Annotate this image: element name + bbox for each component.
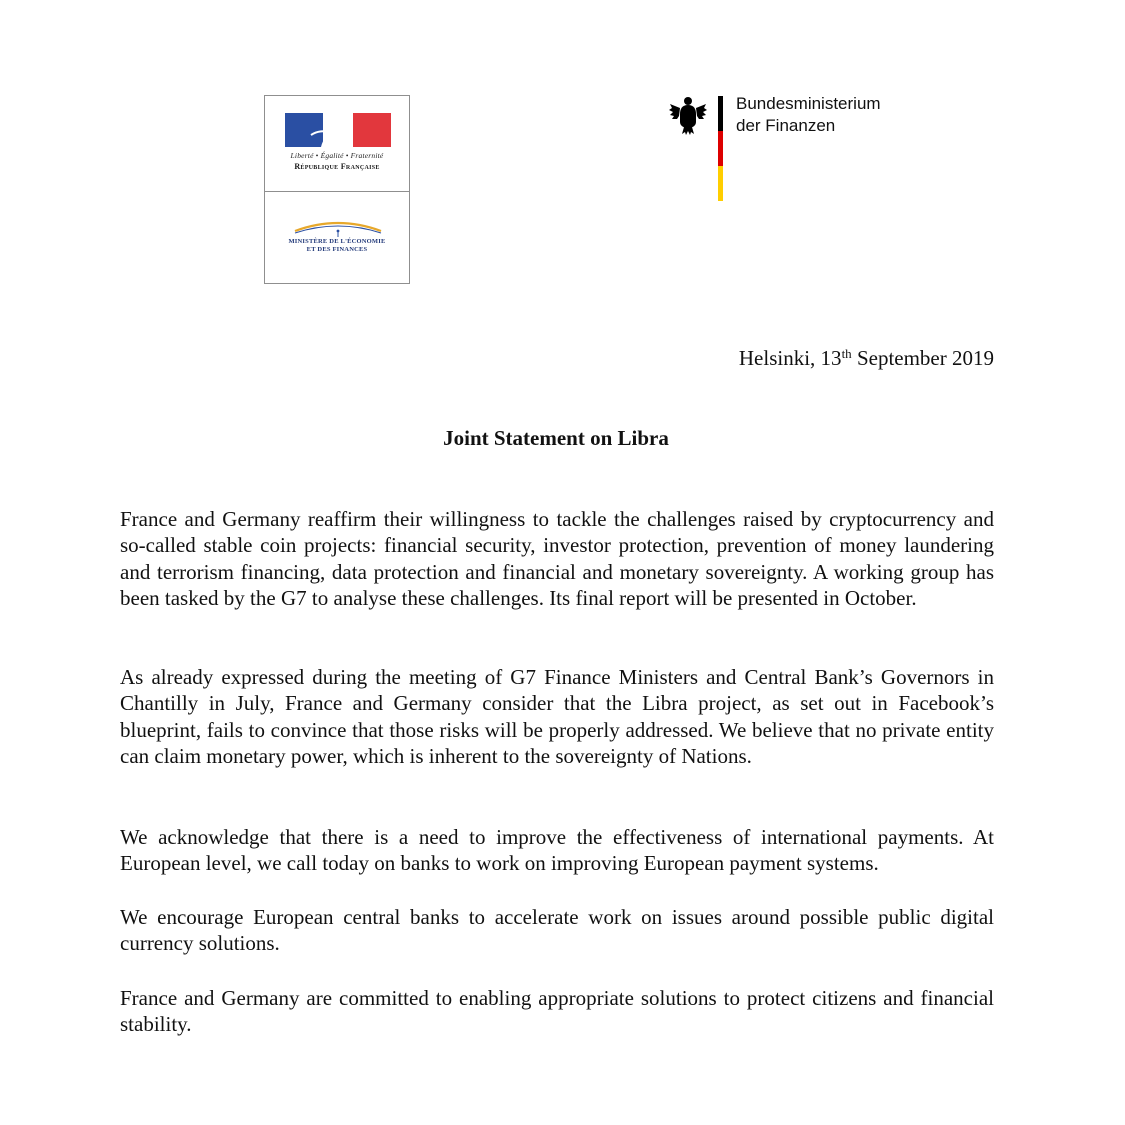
ministry-name-line2: ET DES FINANCES	[306, 246, 368, 253]
document-title: Joint Statement on Libra	[443, 426, 669, 450]
german-ministry-name-line1: Bundesministerium	[736, 94, 881, 113]
paragraph-5: France and Germany are committed to enabling appropriate solutions to protect citizens and financial stability.	[120, 986, 994, 1037]
flag-red-stripe	[718, 131, 723, 166]
france-motto: Liberté • Égalité • Fraternité	[290, 151, 384, 160]
ministry-arc-icon	[293, 217, 383, 239]
french-ministry-logo	[264, 95, 410, 284]
marianne-flag-icon	[285, 113, 391, 147]
german-flag-bar	[718, 96, 723, 201]
republique-francaise-label: République Française	[294, 162, 380, 171]
paragraph-1: France and Germany reaffirm their willingness to tackle the challenges raised by cryptocurrency and so-called stable coin projects: financial security, investor protection, prevention of money laundering and terrorism financing, data protection and financial and monetary sovereignty. A working group has been tasked by the G7 to analyse these challenges. Its final report will be presented in October.	[120, 507, 994, 611]
date-superscript: th	[841, 346, 852, 361]
date-suffix: September 2019	[851, 346, 994, 370]
federal-eagle-icon	[668, 94, 708, 136]
paragraph-2: As already expressed during the meeting of G7 Finance Ministers and Central Bank’s Governors in Chantilly in July, France and Germany consider that the Libra project, as set out in Facebook’s blueprint, fails to convince that those risks will be properly addressed. We believe that no private entity can claim monetary power, which is inherent to the sovereignty of Nations.	[120, 665, 994, 769]
paragraph-4: We encourage European central banks to accelerate work on issues around possible public digital currency solutions.	[120, 905, 994, 956]
paragraph-3: We acknowledge that there is a need to improve the effectiveness of international payments. At European level, we call today on banks to work on improving European payment systems.	[120, 825, 994, 876]
flag-black-stripe	[718, 96, 723, 131]
document-date	[739, 346, 994, 371]
german-ministry-name-line2: der Finanzen	[736, 116, 836, 135]
ministry-name-line1: MINISTÈRE DE L'ÉCONOMIE	[288, 238, 386, 245]
logo-divider	[265, 191, 409, 192]
date-prefix: Helsinki, 13	[738, 346, 842, 370]
flag-gold-stripe	[718, 166, 723, 201]
